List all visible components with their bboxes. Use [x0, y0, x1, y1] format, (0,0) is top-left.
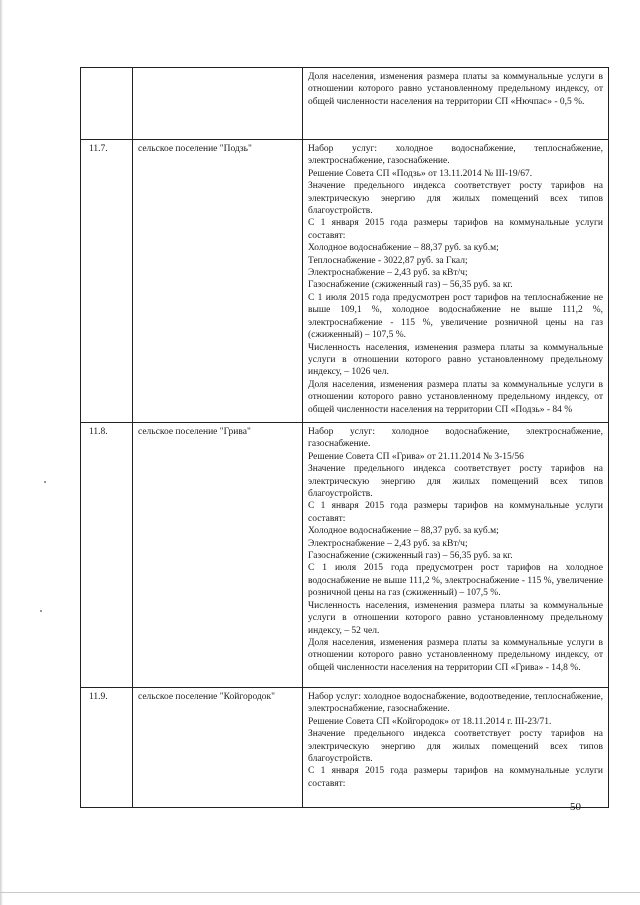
settlement-name: сельское поселение "Койгородок"	[133, 688, 303, 808]
table-row	[81, 140, 609, 423]
item-number: 11.9.	[81, 688, 133, 808]
description-paragraph: Значение предельного индекса соответствует росту тарифов на электрическую энергию для жилых помещений всех типов благоустройств.	[308, 181, 603, 217]
description-paragraph: Набор услуг: холодное водоснабжение, электроснабжение, газоснабжение.	[308, 427, 603, 450]
description-paragraph: Теплоснабжение - 3022,87 руб. за Гкал;	[308, 255, 468, 266]
description-paragraph: С 1 января 2015 года размеры тарифов на коммунальные услуги составят:	[308, 766, 603, 789]
description-paragraph: Газоснабжение (сжиженный газ) – 56,35 руб. за кг.	[308, 280, 513, 291]
description-cell	[303, 140, 609, 423]
item-number: 11.7.	[81, 140, 133, 423]
description-paragraph: Решение Совета СП «Грива» от 21.11.2014 № 3-15/56	[308, 451, 524, 462]
tariff-table	[80, 67, 609, 808]
settlement-name: сельское поселение "Грива"	[133, 423, 303, 688]
description-paragraph: С 1 января 2015 года размеры тарифов на коммунальные услуги составят:	[308, 501, 603, 524]
description-paragraph: Набор услуг: холодное водоснабжение, водоотведение, теплоснабжение, электроснабжение, газоснабжение.	[308, 692, 603, 715]
item-number: 11.8.	[81, 423, 133, 688]
description-paragraph: Численность населения, изменения размера платы за коммунальные услуги в отношении которого равно установленному предельному индексу, – 1026 чел.	[308, 342, 603, 378]
table-row	[81, 688, 609, 808]
description-paragraph: Холодное водоснабжение – 88,37 руб. за куб.м;	[308, 243, 499, 254]
description-paragraph: Газоснабжение (сжиженный газ) – 56,35 руб. за кг.	[308, 551, 513, 562]
scan-page-edge	[0, 0, 3, 905]
scan-speck	[44, 481, 46, 483]
page-bottom-rule	[0, 892, 640, 893]
description-paragraph: Значение предельного индекса соответствует росту тарифов на электрическую энергию для жилых помещений всех типов благоустройств.	[308, 729, 603, 765]
page-number: 50	[570, 801, 581, 813]
table-row	[81, 68, 609, 140]
description-cell	[303, 68, 609, 140]
description-paragraph: Доля населения, изменения размера платы за коммунальные услуги в отношении которого равно установленному предельному индексу, от общей численности населения на территории СП «Подзь» - 84 %	[308, 379, 603, 415]
description-paragraph: Доля населения, изменения размера платы за коммунальные услуги в отношении которого равно установленному предельному индексу, от общей численности населения на территории СП «Грива» - 14,8 %.	[308, 637, 603, 673]
table-row	[81, 423, 609, 688]
settlement-name	[133, 68, 303, 140]
description-paragraph: С 1 июля 2015 года предусмотрен рост тарифов на холодное водоснабжение не выше 111,2 %, электроснабжение - 115 %, увеличение розничной цены на газ (сжиженный) – 107,5 %.	[308, 563, 603, 599]
item-number	[81, 68, 133, 140]
description-paragraph: Холодное водоснабжение – 88,37 руб. за куб.м;	[308, 526, 499, 537]
description-paragraph: Численность населения, изменения размера платы за коммунальные услуги в отношении которого равно установленному предельному индексу, – 52 чел.	[308, 600, 603, 636]
settlement-name: сельское поселение "Подзь"	[133, 140, 303, 423]
tariff-table-body	[81, 68, 609, 808]
description-cell	[303, 688, 609, 808]
description-paragraph: С 1 июля 2015 года предусмотрен рост тарифов на теплоснабжение не выше 109,1 %, холодное водоснабжение не выше 111,2 %, электроснабжение - 115 %, увеличение розничной цены на газ (сжиженный) – 107,5 %.	[308, 292, 603, 341]
description-paragraph: С 1 января 2015 года размеры тарифов на коммунальные услуги составят:	[308, 218, 603, 241]
description-paragraph: Значение предельного индекса соответствует росту тарифов на электрическую энергию для жилых помещений всех типов благоустройств.	[308, 464, 603, 500]
description-paragraph: Доля населения, изменения размера платы за коммунальные услуги в отношении которого равно установленному предельному индексу, от общей численности населения на территории СП «Нючпас» - 0,5 %.	[308, 72, 603, 107]
description-cell	[303, 423, 609, 688]
description-paragraph: Электроснабжение – 2,43 руб. за кВт/ч;	[308, 538, 468, 549]
scan-speck	[40, 610, 42, 612]
description-paragraph: Набор услуг: холодное водоснабжение, теплоснабжение, электроснабжение, газоснабжение.	[308, 144, 603, 167]
description-paragraph: Электроснабжение – 2,43 руб. за кВт/ч;	[308, 268, 468, 279]
description-paragraph: Решение Совета СП «Койгородок» от 18.11.2014 г. III-23/71.	[308, 716, 552, 727]
description-paragraph: Решение Совета СП «Подзь» от 13.11.2014 № III-19/67.	[308, 168, 533, 179]
